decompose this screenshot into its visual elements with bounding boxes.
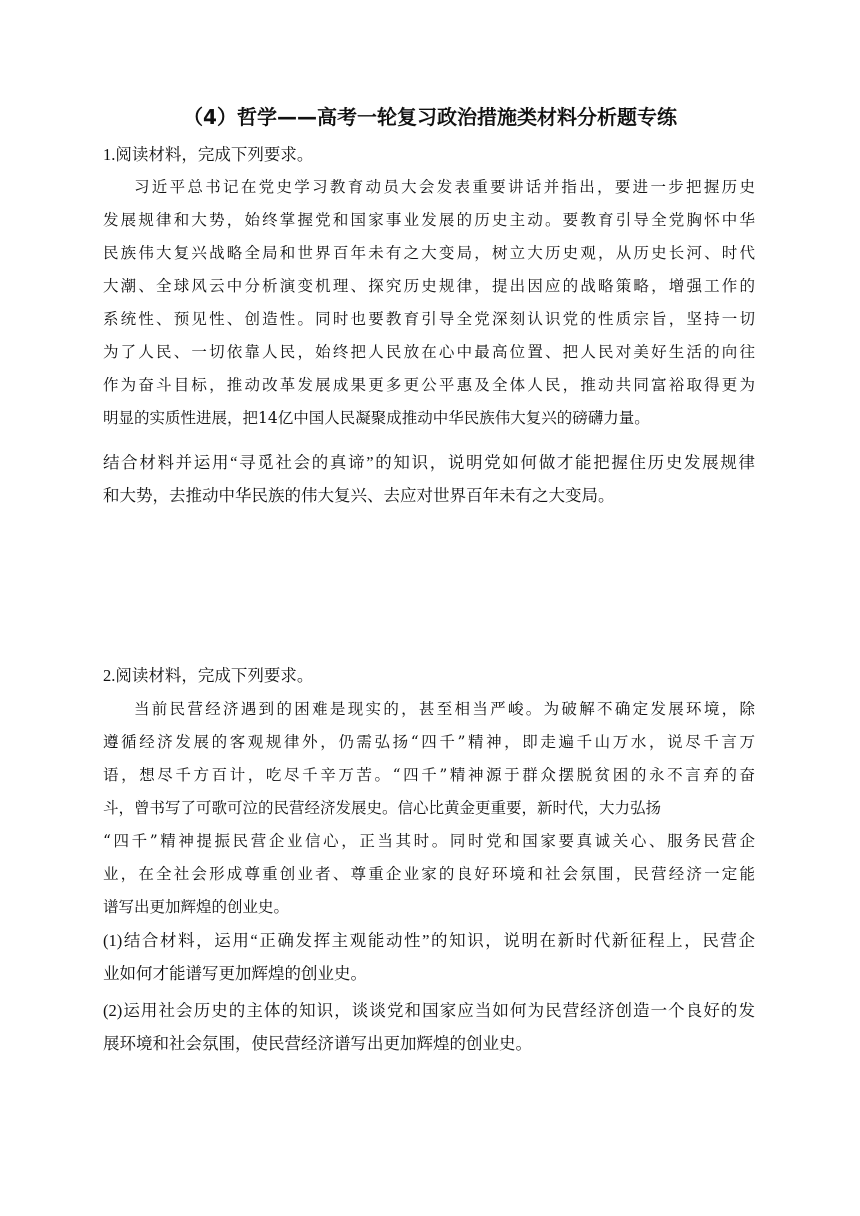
material-line: 大潮、全球风云中分析演变机理、探究历史规律，提出因应的战略策略，增强工作的 xyxy=(103,277,755,295)
material-line: “四千”精神提振民营企业信心，正当其时。同时党和国家要真诚关心、服务民营企 xyxy=(103,832,755,850)
subquestion-line: 业如何才能谱写更加辉煌的创业史。 xyxy=(103,964,367,983)
question-2-subquestion-2 xyxy=(103,994,755,1060)
question-1-heading: 1.阅读材料，完成下列要求。 xyxy=(103,145,314,164)
material-line: 系统性、预见性、创造性。同时也要教育引导全党深刻认识党的性质宗旨，坚持一切 xyxy=(103,310,755,328)
material-line: 作为奋斗目标，推动改革发展成果更多更公平惠及全体人民，推动共同富裕取得更为 xyxy=(103,376,755,394)
question-2-heading: 2.阅读材料，完成下列要求。 xyxy=(103,666,314,685)
material-line: 斗，曾书写了可歌可泣的民营经济发展史。信心比黄金更重要，新时代，大力弘扬 xyxy=(103,799,662,817)
material-line: 语，想尽千方百计，吃尽千辛万苦。“四千”精神源于群众摆脱贫困的永不言弃的奋 xyxy=(103,766,755,784)
material-line: 业，在全社会形成尊重创业者、尊重企业家的良好环境和社会氛围，民营经济一定能 xyxy=(103,865,755,883)
subquestion-line: (2)运用社会历史的主体的知识，谈谈党和国家应当如何为民营经济创造一个良好的发 xyxy=(103,1001,755,1020)
question-1 xyxy=(103,138,755,171)
prompt-line: 结合材料并运用“寻觅社会的真谛”的知识，说明党如何做才能把握住历史发展规律 xyxy=(103,453,755,472)
subquestion-line: (1)结合材料，运用“正确发挥主观能动性”的知识，说明在新时代新征程上，民营企 xyxy=(103,931,755,950)
page-title: （4）哲学——高考一轮复习政治措施类材料分析题专练 xyxy=(183,105,677,129)
material-line: 发展规律和大势，始终掌握党和国家事业发展的历史主动。要教育引导全党胸怀中华 xyxy=(103,211,755,229)
material-line: 习近平总书记在党史学习教育动员大会发表重要讲话并指出，要进一步把握历史 xyxy=(134,178,755,196)
material-line: 谱写出更加辉煌的创业史。 xyxy=(103,898,290,916)
subquestion-line: 展环境和社会氛围，使民营经济谱写出更加辉煌的创业史。 xyxy=(103,1034,532,1053)
material-line: 明显的实质性进展，把14亿中国人民凝聚成推动中华民族伟大复兴的磅礴力量。 xyxy=(103,409,650,427)
material-line: 当前民营经济遇到的困难是现实的，甚至相当严峻。为破解不确定发展环境，除 xyxy=(134,700,755,718)
material-line: 遵循经济发展的客观规律外，仍需弘扬“四千”精神，即走遍千山万水，说尽千言万 xyxy=(103,733,755,751)
material-line: 民族伟大复兴战略全局和世界百年未有之大变局，树立大历史观，从历史长河、时代 xyxy=(103,244,755,262)
prompt-line: 和大势，去推动中华民族的伟大复兴、去应对世界百年未有之大变局。 xyxy=(103,486,615,505)
material-line: 为了人民、一切依靠人民，始终把人民放在心中最高位置、把人民对美好生活的向往 xyxy=(103,343,755,361)
question-2-subquestion-1 xyxy=(103,924,755,990)
question-2-material xyxy=(103,693,755,924)
question-1-prompt xyxy=(103,446,755,512)
question-2 xyxy=(103,659,755,692)
question-1-material xyxy=(103,171,755,435)
